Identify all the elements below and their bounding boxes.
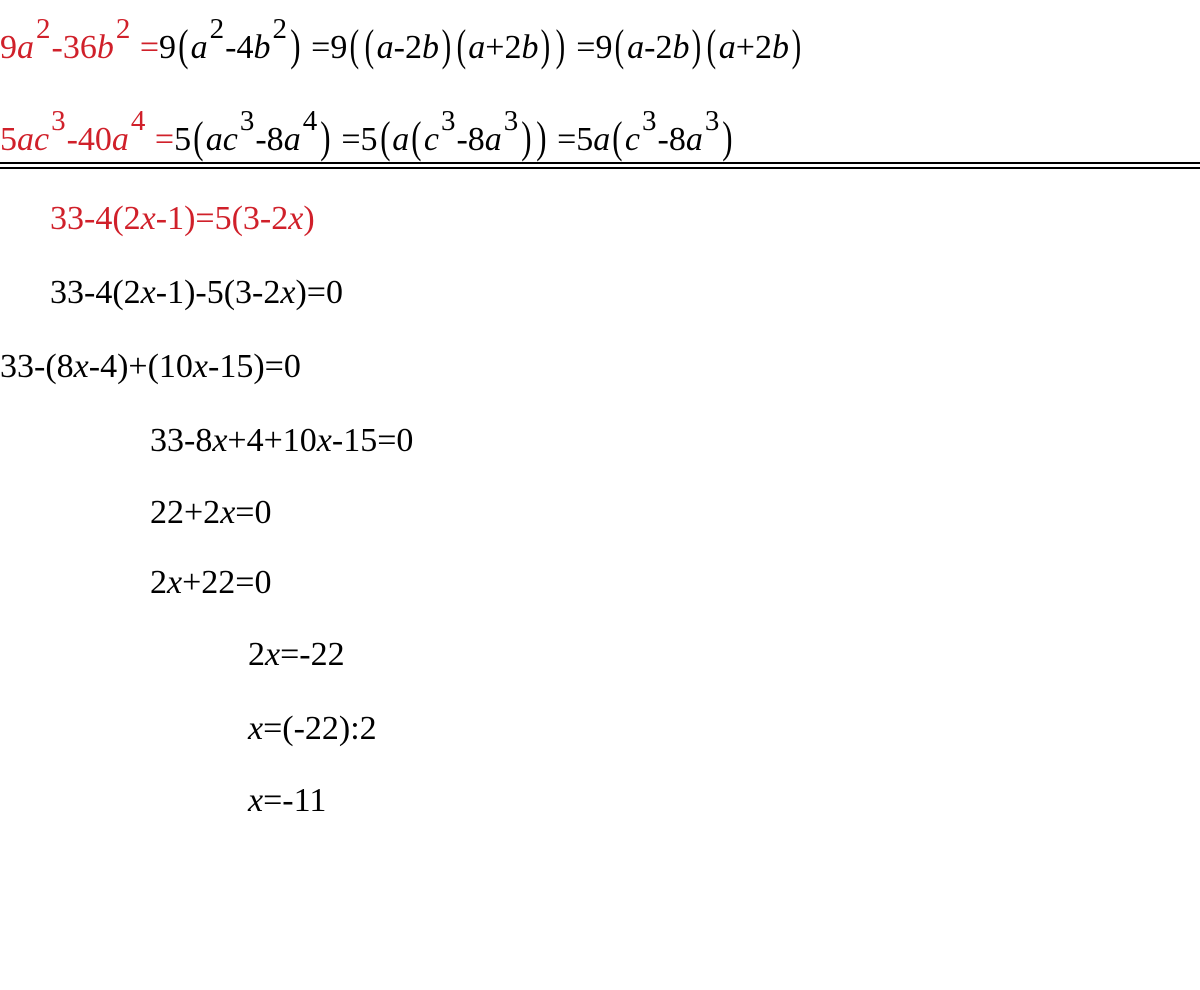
exp: 2 [272,13,287,45]
exp: 2 [36,13,51,45]
var: x [265,636,281,673]
exp: 2 [115,13,131,45]
factoring-line-1 [0,13,804,70]
paren: ( [612,113,623,162]
factoring-line-1-step-3 [576,21,803,70]
equation-line-7 [248,638,345,672]
paren: ) [521,113,532,162]
var: b [253,29,271,66]
equals: =9 [311,29,348,66]
term: +2 [735,29,772,66]
text: =-11 [263,782,327,819]
factoring-line-1-step-2 [311,21,568,70]
text: =0 [235,494,272,531]
term: -40 [66,121,112,158]
term: -8 [255,121,284,158]
equals: =9 [576,29,613,66]
var: a [593,121,611,158]
factoring-line-2-step-3 [557,105,735,162]
text: =(-22):2 [263,710,377,747]
var: b [771,29,789,66]
var: ac [205,121,238,158]
coef: 9 [159,29,177,66]
term: -36 [51,29,97,66]
var: a [718,29,736,66]
separator-rule-top [0,162,1200,164]
exp: 4 [130,105,146,137]
exp: 3 [239,105,255,137]
equals: = [139,29,160,66]
equation-line-9 [248,784,326,818]
exp: 2 [209,13,225,45]
var: c [624,121,641,158]
var: x [280,274,296,311]
factoring-line-1-step-1 [159,13,303,70]
paren: ) [722,113,733,162]
text: -1)-5(3-2 [155,274,281,311]
var: x [140,274,156,311]
exp: 4 [302,105,318,137]
text: 33-4(2 [50,200,141,237]
var: x [73,348,89,385]
paren: ( [364,21,375,70]
exp: 3 [704,105,720,137]
coef: 5 [0,121,17,158]
text: )=0 [295,274,343,311]
var: x [288,200,304,237]
paren: ) [290,21,301,70]
paren: ) [555,21,566,70]
equals: = [154,121,175,158]
text: ) [303,200,315,237]
equation-line-5 [150,496,271,530]
paren: ) [320,113,331,162]
text: 33-8 [150,422,213,459]
paren: ( [706,21,717,70]
coef: 5 [174,121,192,158]
var: x [212,422,228,459]
paren: ) [536,113,547,162]
paren: ( [379,113,390,162]
var: ac [17,121,50,158]
paren: ) [541,21,551,70]
var: a [627,29,645,66]
var: a [17,29,34,66]
paren: ( [178,21,189,70]
var: b [521,29,539,66]
var: b [672,29,690,66]
var: a [685,121,703,158]
var: b [96,29,114,66]
factoring-line-1-lhs [0,13,160,66]
equation-line-1 [50,202,315,236]
text: 2 [248,636,265,673]
text: 33-4(2 [50,274,141,311]
equation-line-8 [248,712,377,746]
equation-line-3 [0,350,301,384]
var: a [190,29,208,66]
var: x [167,564,183,601]
text: -15=0 [331,422,414,459]
term: -2 [393,29,422,66]
text: -1)=5(3-2 [155,200,289,237]
exp: 3 [503,105,519,137]
text: +22=0 [182,564,272,601]
text: 33-(8 [0,348,74,385]
var: a [468,29,486,66]
equals: =5 [341,121,378,158]
factoring-line-2-lhs [0,105,175,158]
paren: ) [441,21,452,70]
var: c [423,121,439,158]
var: x [248,782,264,819]
var: x [192,348,208,385]
term: -4 [225,29,254,66]
coef: 9 [0,29,17,66]
term: -2 [644,29,673,66]
exp: 3 [51,105,66,137]
equals: =5 [557,121,594,158]
factoring-line-2-step-1 [174,105,333,162]
equation-line-2 [50,276,343,310]
term: -8 [657,121,686,158]
paren: ) [791,21,802,70]
var: a [283,121,301,158]
var: a [392,121,410,158]
var: a [111,121,129,158]
paren: ( [615,21,625,70]
var: x [316,422,332,459]
var: a [376,29,394,66]
separator-rule-bottom [0,167,1200,169]
factoring-line-2 [0,105,735,162]
paren: ( [411,113,422,162]
var: b [421,29,439,66]
term: -8 [456,121,485,158]
factoring-line-2-step-2 [341,105,548,162]
var: x [140,200,156,237]
paren: ( [456,21,466,70]
paren: ) [692,21,702,70]
text: -4)+(10 [88,348,193,385]
exp: 3 [440,105,456,137]
term: +2 [485,29,522,66]
var: x [220,494,236,531]
text: =-22 [280,636,345,673]
equation-line-4 [150,424,413,458]
paren: ( [349,21,360,70]
var: a [484,121,502,158]
text: -15)=0 [208,348,301,385]
text: +4+10 [227,422,317,459]
text: 22+2 [150,494,221,531]
text: 2 [150,564,167,601]
paren: ( [193,113,204,162]
exp: 3 [642,105,657,137]
equation-line-6 [150,566,271,600]
var: x [248,710,264,747]
